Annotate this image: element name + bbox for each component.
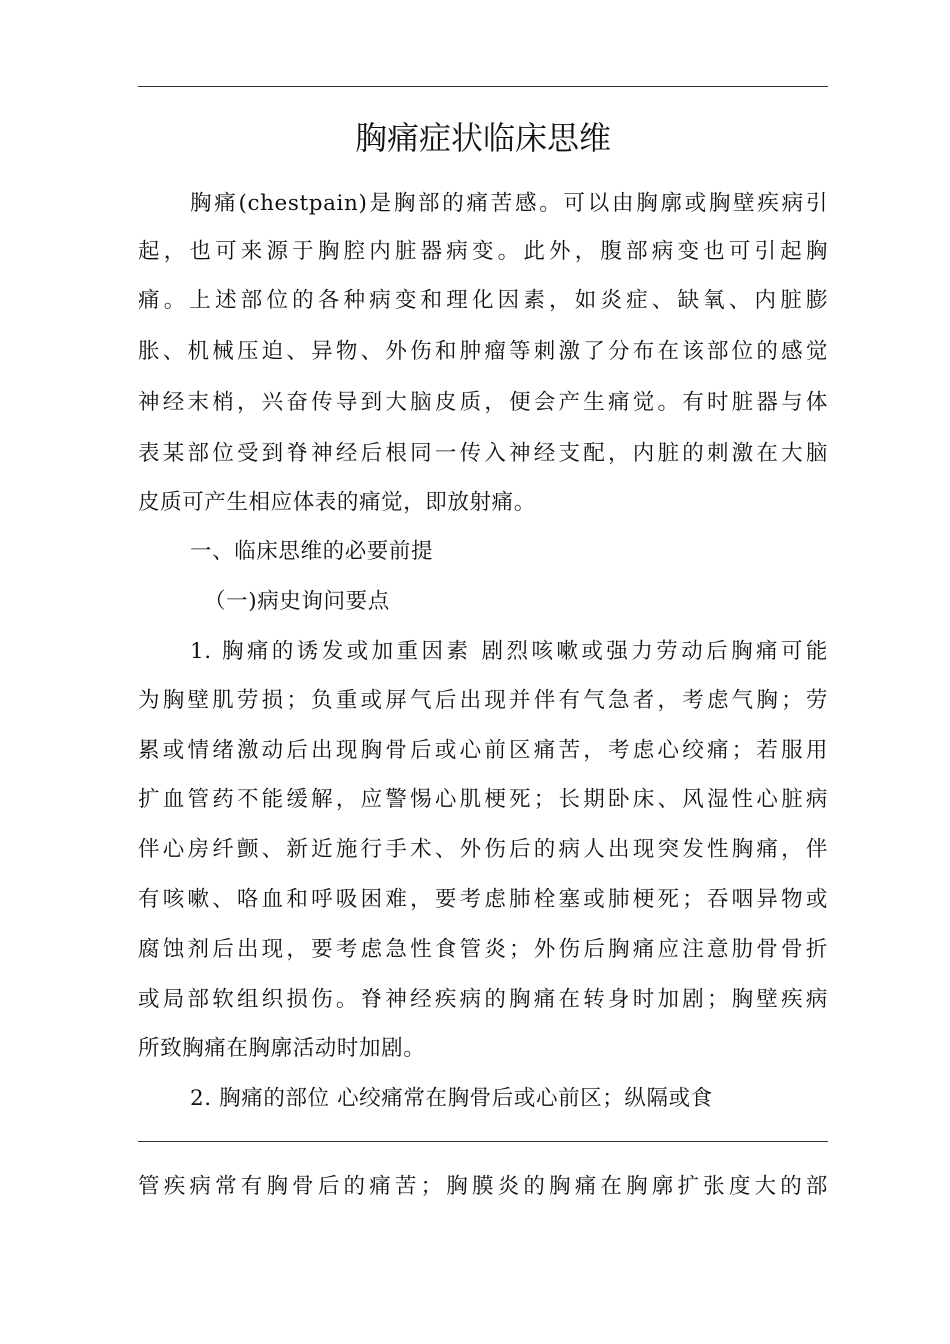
text-line: 表某部位受到脊神经后根同一传入神经支配，内脏的刺激在大脑: [138, 441, 828, 466]
text-line: 1. 胸痛的诱发或加重因素 剧烈咳嗽或强力劳动后胸痛可能: [190, 639, 828, 664]
top-rule: [138, 86, 828, 87]
text-line: 所致胸痛在胸廓活动时加剧。: [138, 1036, 426, 1061]
paragraph-point-2: 2. 胸痛的部位 心绞痛常在胸骨后或心前区；纵隔或食: [190, 1086, 713, 1111]
text-line: 有咳嗽、咯血和呼吸困难，要考虑肺栓塞或肺梗死；吞咽异物或: [138, 887, 828, 912]
text-line: 皮质可产生相应体表的痛觉，即放射痛。: [138, 490, 536, 515]
text-line: 神经末梢，兴奋传导到大脑皮质，便会产生痛觉。有时脏器与体: [138, 390, 828, 415]
text-line: 胀、机械压迫、异物、外伤和肿瘤等刺激了分布在该部位的感觉: [138, 339, 828, 364]
text-line: 伴心房纤颤、新近施行手术、外伤后的病人出现突发性胸痛，伴: [138, 837, 828, 862]
text-line: 痛。上述部位的各种病变和理化因素，如炎症、缺氧、内脏膨: [138, 288, 828, 313]
section-heading: 一、临床思维的必要前提: [190, 539, 434, 564]
subsection-heading: （一)病史询问要点: [204, 589, 390, 614]
text-line: 或局部软组织损伤。脊神经疾病的胸痛在转身时加剧；胸壁疾病: [138, 987, 828, 1012]
page-break-rule: [138, 1141, 828, 1142]
text-line: 累或情绪激动后出现胸骨后或心前区痛苦，考虑心绞痛；若服用: [138, 738, 828, 763]
text-line: 起，也可来源于胸腔内脏器病变。此外，腹部病变也可引起胸: [138, 239, 828, 264]
next-page-text-line: 管疾病常有胸骨后的痛苦；胸膜炎的胸痛在胸廓扩张度大的部: [138, 1174, 828, 1199]
text-line: 为胸壁肌劳损；负重或屏气后出现并伴有气急者，考虑气胸；劳: [138, 688, 828, 713]
text-line: 胸痛(chestpain)是胸部的痛苦感。可以由胸廓或胸壁疾病引: [190, 191, 828, 216]
text-line: 扩血管药不能缓解，应警惕心肌梗死；长期卧床、风湿性心脏病: [138, 787, 828, 812]
text-line: 腐蚀剂后出现，要考虑急性食管炎；外伤后胸痛应注意肋骨骨折: [138, 937, 828, 962]
document-title: 胸痛症状临床思维: [354, 119, 611, 157]
